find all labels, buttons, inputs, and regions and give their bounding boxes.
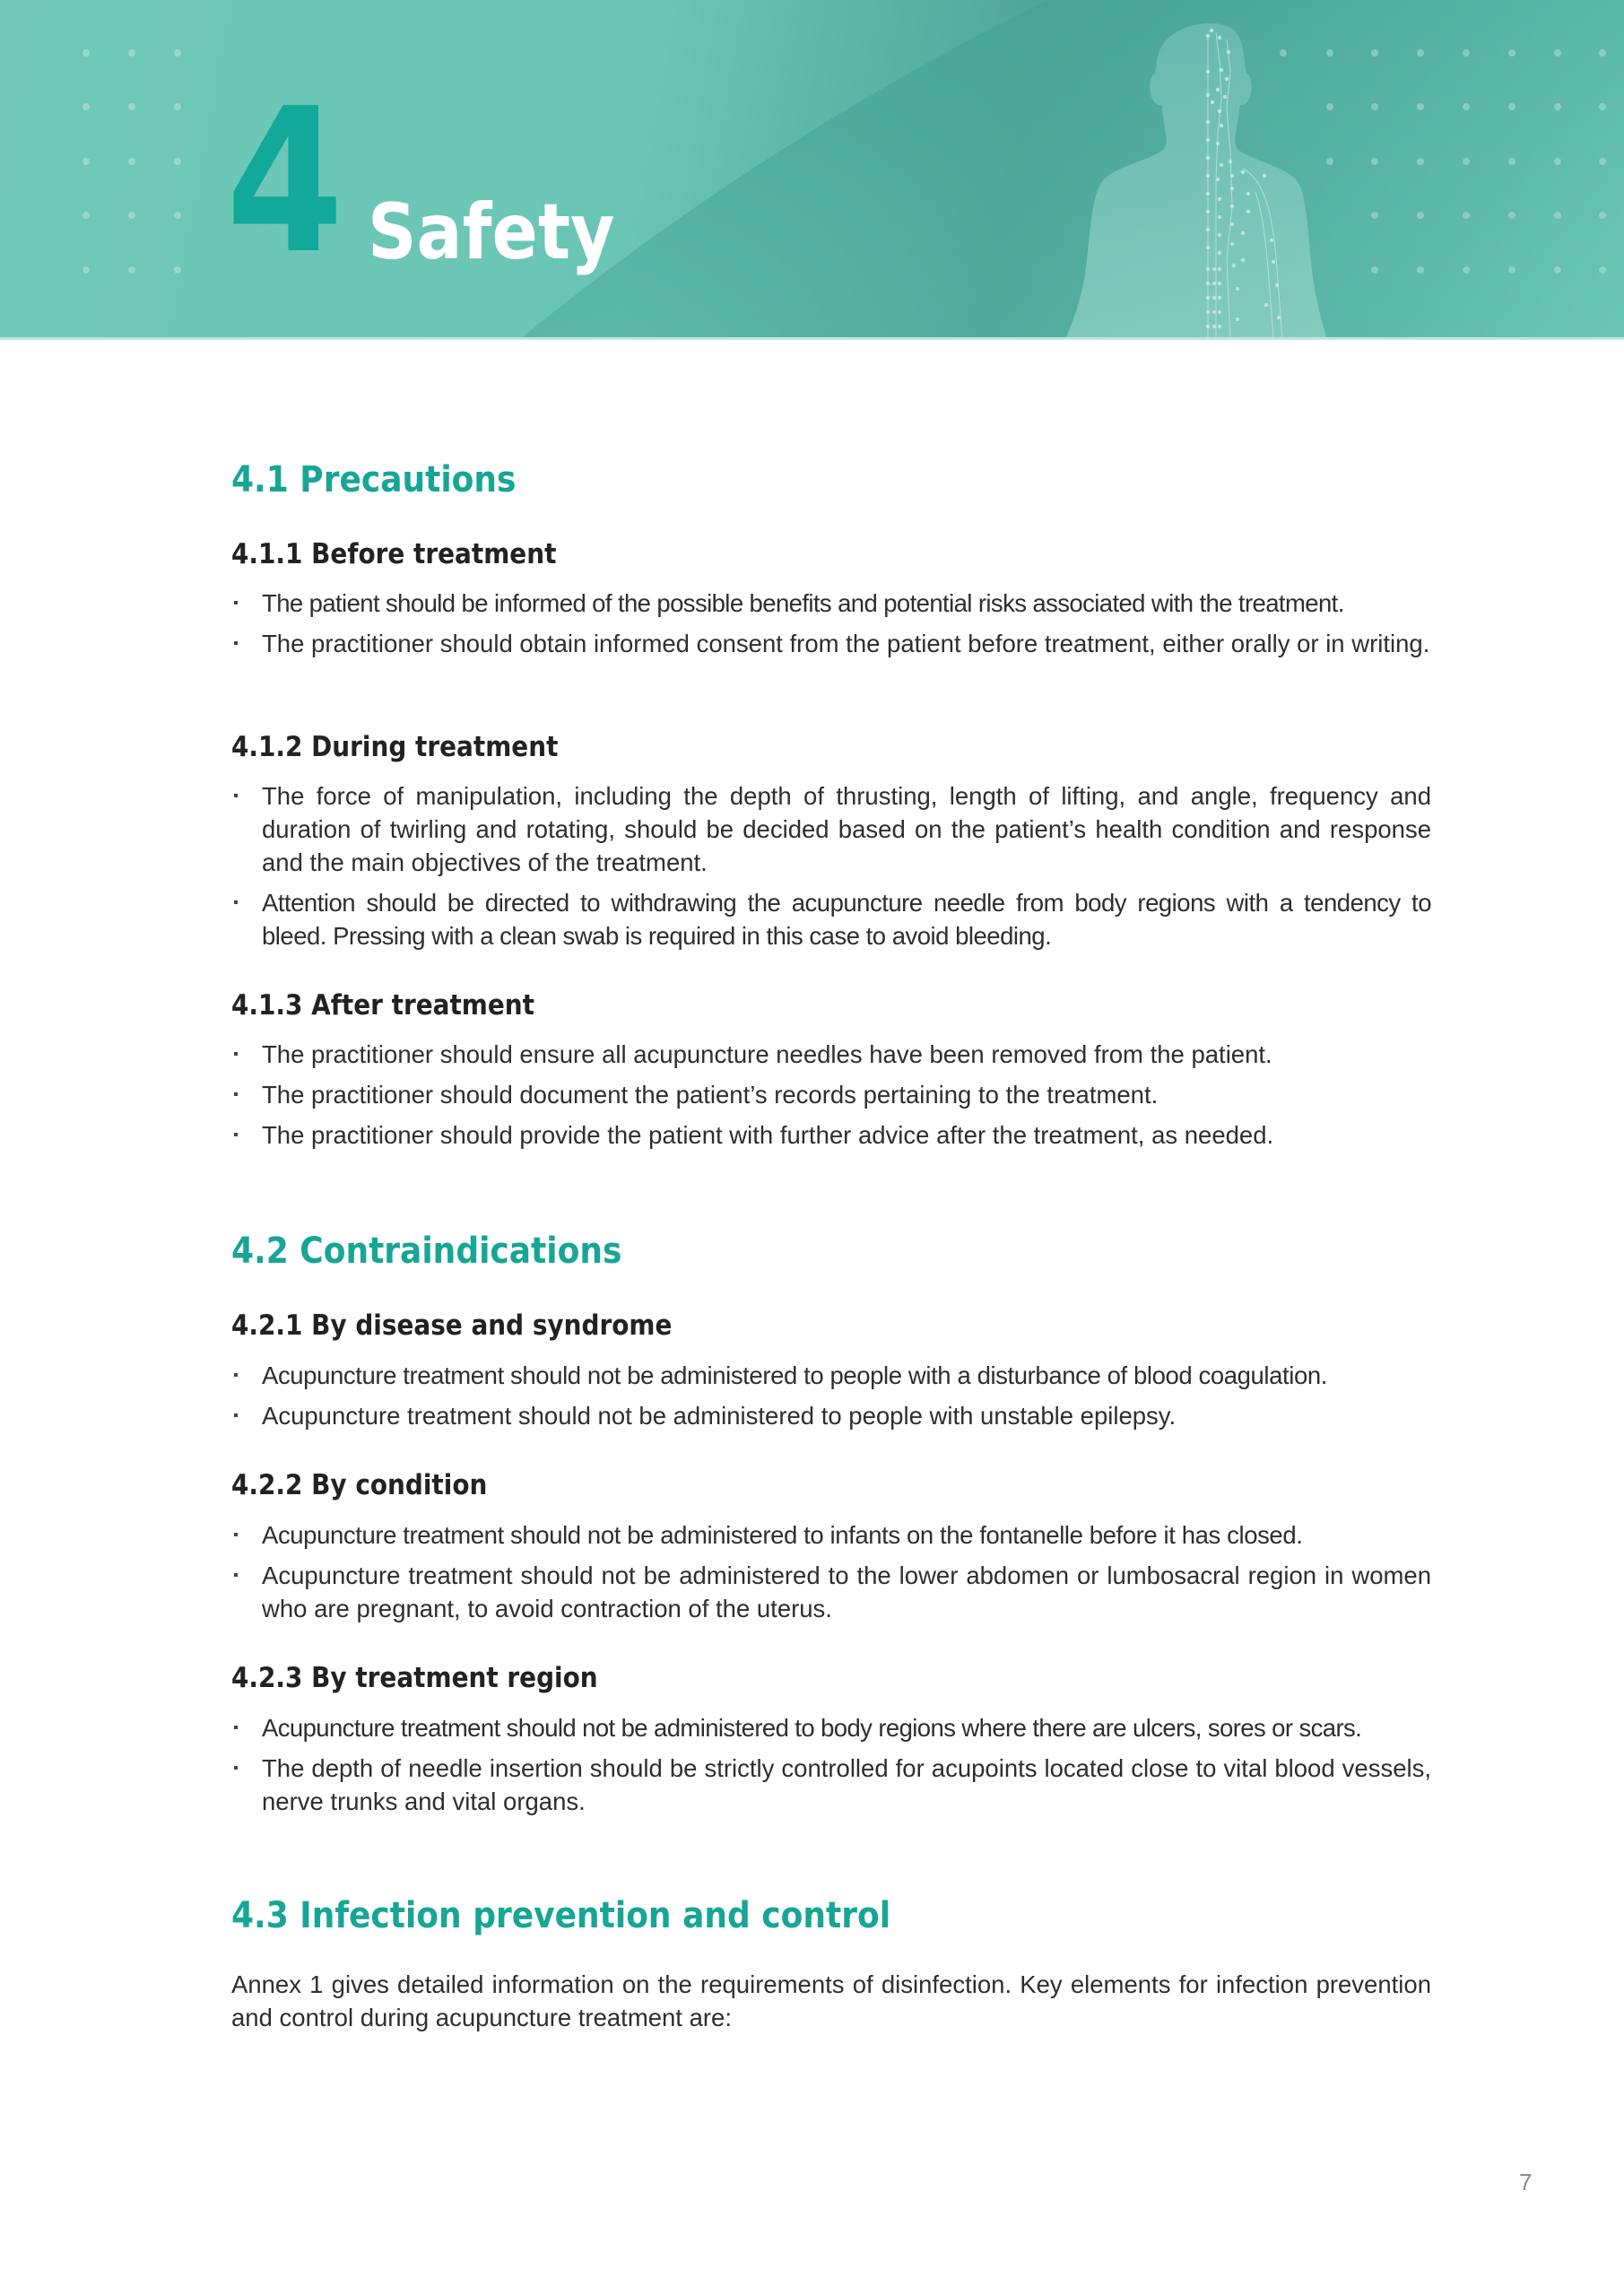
bullet-icon: [234, 601, 238, 604]
list-item: The depth of needle insertion should be strictly controlled for acupoints located close to vital blood vessels, nerve trunks and vital organs.: [231, 1752, 1431, 1818]
treatment-region-list: [231, 1711, 1431, 1825]
dot-grid-left: [83, 49, 181, 274]
bullet-icon: [234, 1533, 238, 1536]
bullet-icon: [234, 1092, 238, 1096]
section-heading-contraindications: 4.2 Contraindications: [231, 1231, 622, 1272]
section-heading-infection-control: 4.3 Infection prevention and control: [231, 1895, 891, 1936]
bullet-icon: [234, 1373, 238, 1377]
subsection-heading-treatment-region: 4.2.3 By treatment region: [231, 1662, 598, 1694]
bullet-icon: [234, 794, 238, 797]
bullet-icon: [234, 641, 238, 645]
list-item: The patient should be informed of the possible benefits and potential risks associated with the treatment.: [231, 587, 1431, 620]
bullet-icon: [234, 1052, 238, 1056]
bullet-icon: [234, 1573, 238, 1577]
subsection-heading-disease-syndrome: 4.2.1 By disease and syndrome: [231, 1309, 673, 1342]
list-item: The practitioner should provide the patient with further advice after the treatment, as needed.: [231, 1118, 1431, 1152]
chapter-number: 4: [226, 66, 341, 298]
banner-divider: [0, 337, 1624, 340]
bullet-icon: [234, 900, 238, 904]
subsection-heading-during-treatment: 4.1.2 During treatment: [231, 731, 559, 763]
bullet-icon: [234, 1766, 238, 1770]
page-number: 7: [1519, 2169, 1533, 2196]
list-item: Acupuncture treatment should not be administered to infants on the fontanelle before it has closed.: [231, 1518, 1431, 1552]
subsection-heading-after-treatment: 4.1.3 After treatment: [231, 989, 534, 1022]
list-item: Acupuncture treatment should not be administered to people with a disturbance of blood coagulation.: [231, 1359, 1431, 1392]
list-item: The practitioner should obtain informed consent from the patient before treatment, either orally or in writing.: [231, 627, 1431, 660]
condition-list: [231, 1518, 1431, 1632]
list-item: The force of manipulation, including the depth of thrusting, length of lifting, and angle, frequency and duration of twirling and rotating, should be decided based on the patient’s health condition and response and the main objectives of the treatment.: [231, 779, 1431, 879]
infection-control-intro: Annex 1 gives detailed information on the requirements of disinfection. Key elements for infection prevention and control during acupuncture treatment are:: [231, 1970, 1431, 2031]
chapter-banner: [0, 0, 1624, 339]
list-item: Acupuncture treatment should not be administered to people with unstable epilepsy.: [231, 1399, 1431, 1432]
list-item: Attention should be directed to withdrawing the acupuncture needle from body regions with a tendency to bleed. Pressing with a clean swab is required in this case to avoid bleeding.: [231, 886, 1431, 952]
subsection-heading-before-treatment: 4.1.1 Before treatment: [231, 538, 557, 570]
chapter-title: Safety: [368, 187, 615, 277]
bullet-icon: [234, 1726, 238, 1729]
section-heading-precautions: 4.1 Precautions: [231, 459, 517, 500]
bullet-icon: [234, 1413, 238, 1417]
after-treatment-list: [231, 1038, 1431, 1159]
list-item: Acupuncture treatment should not be administered to the lower abdomen or lumbosacral region in women who are pregnant, to avoid contraction of the uterus.: [231, 1559, 1431, 1625]
bullet-icon: [234, 1133, 238, 1136]
list-item: The practitioner should ensure all acupuncture needles have been removed from the patient.: [231, 1038, 1431, 1071]
subsection-heading-condition: 4.2.2 By condition: [231, 1469, 488, 1501]
disease-syndrome-list: [231, 1359, 1431, 1439]
list-item: Acupuncture treatment should not be administered to body regions where there are ulcers, sores or scars.: [231, 1711, 1431, 1744]
list-item: The practitioner should document the patient’s records pertaining to the treatment.: [231, 1078, 1431, 1111]
before-treatment-list: [231, 587, 1431, 667]
during-treatment-list: [231, 779, 1431, 960]
